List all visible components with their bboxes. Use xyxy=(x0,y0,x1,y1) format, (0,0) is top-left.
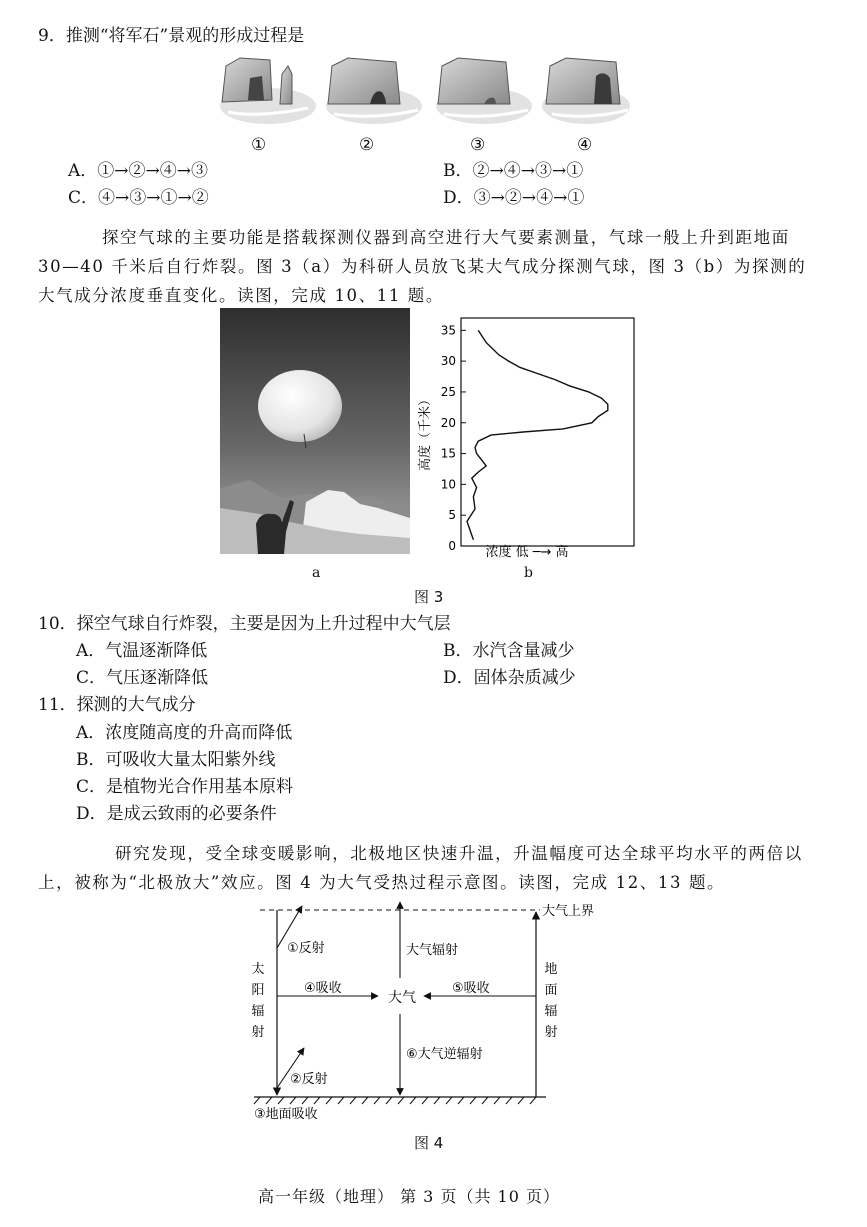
x-axis-label: 浓度 低 ─→ 高 xyxy=(485,545,569,560)
y-tick-label-15: 15 xyxy=(440,446,456,461)
fig3-caption: 图 3 xyxy=(414,588,444,606)
svg-text:射: 射 xyxy=(251,1025,265,1040)
landform-stage-4-image xyxy=(542,58,630,124)
page-footer: 高一年级（地理） 第 3 页（共 10 页） xyxy=(258,1187,560,1206)
balloon-photo xyxy=(220,308,410,554)
svg-text:地: 地 xyxy=(544,962,558,977)
passage1-line3: 大气成分浓度垂直变化。读图，完成 10、11 题。 xyxy=(38,286,444,305)
reflection-2-label: ②反射 xyxy=(290,1072,328,1087)
y-tick-label-10: 10 xyxy=(440,477,456,492)
svg-text:面: 面 xyxy=(544,983,558,998)
concentration-line xyxy=(467,330,608,540)
q11-option-c: C．是植物光合作用基本原料 xyxy=(76,777,294,797)
q9-image-label-1: ① xyxy=(251,135,267,155)
svg-text:辐: 辐 xyxy=(251,1004,265,1019)
q9-image-label-2: ② xyxy=(359,135,375,155)
q11-option-a: A．浓度随高度的升高而降低 xyxy=(76,723,293,743)
y-tick-label-30: 30 xyxy=(440,354,456,369)
ozone-profile-chart xyxy=(415,308,640,568)
passage1-line2: 30—40 千米后自行炸裂。图 3（a）为科研人员放飞某大气成分探测气球，图 3（b）为探测的 xyxy=(38,257,807,276)
ground-absorption-label: ③地面吸收 xyxy=(254,1107,318,1122)
q9-option-a: A．①→②→④→③ xyxy=(68,161,209,181)
landform-stage-2-image xyxy=(326,58,422,124)
q9-option-c: C．④→③→①→② xyxy=(68,188,209,208)
atmosphere-heating-diagram xyxy=(240,898,620,1130)
fig3-label-a: a xyxy=(312,565,321,581)
absorption-4-label: ④吸收 xyxy=(304,981,342,996)
passage1-line1: 探空气球的主要功能是搭载探测仪器到高空进行大气要素测量，气球一般上升到距地面 xyxy=(102,228,790,247)
solar-radiation-label xyxy=(251,961,264,1040)
svg-text:阳: 阳 xyxy=(251,983,265,998)
passage2-line1: 研究发现，受全球变暖影响，北极地区快速升温，升温幅度可达全球平均水平的两倍以 xyxy=(115,844,803,863)
q10-stem: 10．探空气球自行炸裂，主要是因为上升过程中大气层 xyxy=(38,614,451,634)
chart-frame xyxy=(461,318,634,546)
atmospheric-radiation-label: 大气辐射 xyxy=(406,943,459,958)
y-tick-label-25: 25 xyxy=(440,384,456,399)
fig4-caption: 图 4 xyxy=(414,1134,444,1152)
absorption-5-label: ⑤吸收 xyxy=(452,981,490,996)
y-tick-label-0: 0 xyxy=(448,539,456,553)
q9-image-label-3: ③ xyxy=(470,135,486,155)
q11-stem: 11．探测的大气成分 xyxy=(38,695,196,715)
svg-text:太: 太 xyxy=(251,962,265,977)
q11-option-d: D．是成云致雨的必要条件 xyxy=(76,804,277,824)
q10-option-c: C．气压逐渐降低 xyxy=(76,668,209,688)
reflection-1-label: ①反射 xyxy=(287,941,325,956)
passage2-line2: 上，被称为“北极放大”效应。图 4 为大气受热过程示意图。读图，完成 12、13 题。 xyxy=(38,873,726,892)
q9-option-d: D．③→②→④→① xyxy=(443,188,585,208)
q9-images xyxy=(218,54,630,132)
landform-stage-3-image xyxy=(436,58,532,124)
q9-stem: 9．推测“将军石”景观的形成过程是 xyxy=(38,26,305,46)
atmosphere-label: 大气 xyxy=(388,990,416,1006)
q9-image-label-4: ④ xyxy=(577,135,593,155)
landform-stage-1-image xyxy=(220,58,316,124)
svg-text:辐: 辐 xyxy=(544,1004,558,1019)
y-axis-label: 高度（千米） xyxy=(418,392,433,472)
q10-option-a: A．气温逐渐降低 xyxy=(76,641,208,661)
y-tick-label-35: 35 xyxy=(440,323,456,338)
q10-option-b: B．水汽含量减少 xyxy=(443,641,575,661)
q9-option-b: B．②→④→③→① xyxy=(443,161,584,181)
y-tick-label-20: 20 xyxy=(440,415,456,430)
ground-hatching xyxy=(254,1097,536,1104)
atmosphere-top-label: 大气上界 xyxy=(542,904,595,919)
ground-radiation-label xyxy=(544,961,557,1040)
q10-option-d: D．固体杂质减少 xyxy=(443,668,576,688)
svg-text:射: 射 xyxy=(544,1025,558,1040)
counter-radiation-label: ⑥大气逆辐射 xyxy=(406,1047,483,1062)
y-tick-label-5: 5 xyxy=(448,508,456,523)
q11-option-b: B．可吸收大量太阳紫外线 xyxy=(76,750,276,770)
fig3-label-b: b xyxy=(524,565,533,581)
